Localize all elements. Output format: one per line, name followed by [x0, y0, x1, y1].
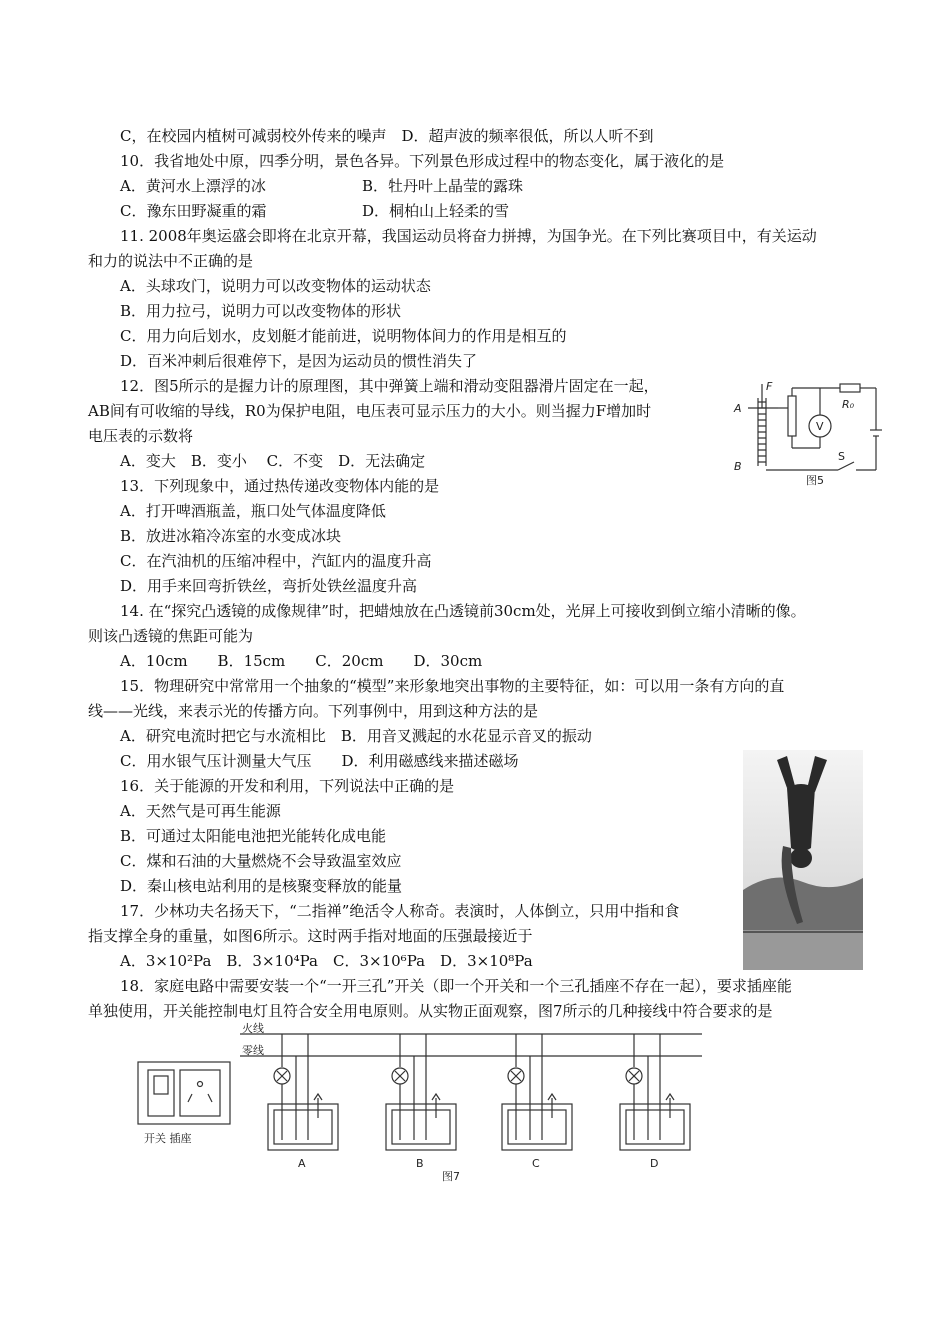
fig7-unit-3 — [620, 1034, 690, 1150]
q14-stem: 14. 在“探究凸透镜的成像规律”时，把蜡烛放在凸透镜前30cm处，光屏上可接收到倒立缩小清晰的像。 — [120, 602, 806, 620]
q13-option-a: A．打开啤酒瓶盖，瓶口处气体温度降低 — [120, 502, 386, 520]
q10-option-c: C．豫东田野凝重的霜 — [120, 202, 267, 220]
fig5-label-b: B — [734, 460, 742, 473]
fig7-switch-socket-label: 开关 插座 — [144, 1132, 192, 1145]
q10-option-d: D．桐柏山上轻柔的雪 — [362, 202, 510, 220]
q18-stem: 18．家庭电路中需要安装一个“一开三孔”开关（即一个开关和一个三孔插座不存在一起），要求插座能 — [120, 977, 792, 995]
q11-option-c: C．用力向后划水，皮划艇才能前进，说明物体间力的作用是相互的 — [120, 327, 567, 345]
q13-option-d: D．用手来回弯折铁丝，弯折处铁丝温度升高 — [120, 577, 418, 595]
fig5-caption: 图5 — [806, 474, 824, 487]
fig7-unit-0 — [268, 1034, 338, 1150]
fig7-live-label: 火线 — [242, 1022, 264, 1035]
q11-option-b: B．用力拉弓，说明力可以改变物体的形状 — [120, 302, 402, 320]
fig5-label-r0: R₀ — [842, 398, 855, 411]
q16-option-c: C．煤和石油的大量燃烧不会导致温室效应 — [120, 852, 402, 870]
fig5-label-s: S — [838, 450, 845, 463]
q15-stem-cont: 线——光线，来表示光的传播方向。下列事例中，用到这种方法的是 — [88, 702, 539, 720]
q11-option-d: D．百米冲刺后很难停下，是因为运动员的惯性消失了 — [120, 352, 478, 370]
q14-stem-cont: 则该凸透镜的焦距可能为 — [88, 627, 254, 645]
q14-options: A．10cm B．15cm C．20cm D．30cm — [120, 652, 483, 670]
q11-stem: 11. 2008年奥运盛会即将在北京开幕，我国运动员将奋力拼搏，为国争光。在下列比赛项目中，有关运动 — [120, 227, 817, 245]
q11-option-a: A．头球攻门，说明力可以改变物体的运动状态 — [120, 277, 431, 295]
q12-stem-cont2: 电压表的示数将 — [88, 427, 194, 445]
q16-option-b: B．可通过太阳能电池把光能转化成电能 — [120, 827, 387, 845]
q17-options: A．3×10²Pa B．3×10⁴Pa C．3×10⁶Pa D．3×10⁸Pa — [120, 952, 533, 970]
fig7-neutral-label: 零线 — [242, 1044, 264, 1057]
figure-6-photo — [743, 750, 863, 970]
q15-options-ab: A．研究电流时把它与水流相比 B．用音叉溅起的水花显示音叉的振动 — [120, 727, 592, 745]
fig5-label-f: F — [766, 380, 773, 393]
fig5-label-a: A — [734, 402, 742, 415]
q10-option-b: B．牡丹叶上晶莹的露珠 — [362, 177, 524, 195]
fig7-unit-1 — [386, 1034, 456, 1150]
figure-7-wiring — [130, 1022, 725, 1187]
q15-options-cd: C．用水银气压计测量大气压 D．利用磁感线来描述磁场 — [120, 752, 519, 770]
fig7-unit-2 — [502, 1034, 572, 1150]
q13-option-c: C．在汽油机的压缩冲程中，汽缸内的温度升高 — [120, 552, 432, 570]
q9-option-cd: C，在校园内植树可减弱校外传来的噪声 D．超声波的频率很低，所以人听不到 — [120, 127, 654, 145]
q13-option-b: B．放进冰箱冷冻室的水变成冰块 — [120, 527, 342, 545]
fig7-option-letter: B — [416, 1157, 424, 1170]
fig5-label-v: V — [816, 420, 824, 433]
q13-stem: 13．下列现象中，通过热传递改变物体内能的是 — [120, 477, 440, 495]
q10-stem: 10．我省地处中原，四季分明，景色各异。下列景色形成过程中的物态变化，属于液化的是 — [120, 152, 725, 170]
q17-stem-cont: 指支撑全身的重量，如图6所示。这时两手指对地面的压强最接近于 — [88, 927, 533, 945]
fig7-option-letter: C — [532, 1157, 540, 1170]
q15-stem: 15．物理研究中常常用一个抽象的“模型”来形象地突出事物的主要特征，如：可以用一条有方向的直 — [120, 677, 785, 695]
q11-stem-cont: 和力的说法中不正确的是 — [88, 252, 254, 270]
q10-option-a: A．黄河水上漂浮的冰 — [120, 177, 266, 195]
q16-stem: 16．关于能源的开发和利用，下列说法中正确的是 — [120, 777, 455, 795]
q16-option-d: D．秦山核电站利用的是核聚变释放的能量 — [120, 877, 403, 895]
q18-stem-cont: 单独使用，开关能控制电灯且符合安全用电原则。从实物正面观察，图7所示的几种接线中符合要求的是 — [88, 1002, 773, 1020]
q16-option-a: A．天然气是可再生能源 — [120, 802, 281, 820]
q12-stem: 12．图5所示的是握力计的原理图，其中弹簧上端和滑动变阻器滑片固定在一起， — [120, 377, 659, 395]
q17-stem: 17．少林功夫名扬天下，“二指禅”绝活令人称奇。表演时，人体倒立，只用中指和食 — [120, 902, 680, 920]
q12-options: A．变大 B．变小 C．不变 D．无法确定 — [120, 452, 426, 470]
q12-stem-cont: AB间有可收缩的导线，R0为保护电阻，电压表可显示压力的大小。则当握力F增加时 — [88, 402, 652, 420]
fig7-caption: 图7 — [442, 1170, 460, 1183]
fig7-option-letter: A — [298, 1157, 306, 1170]
figure-5-circuit — [728, 378, 888, 488]
fig7-option-letter: D — [650, 1157, 659, 1170]
